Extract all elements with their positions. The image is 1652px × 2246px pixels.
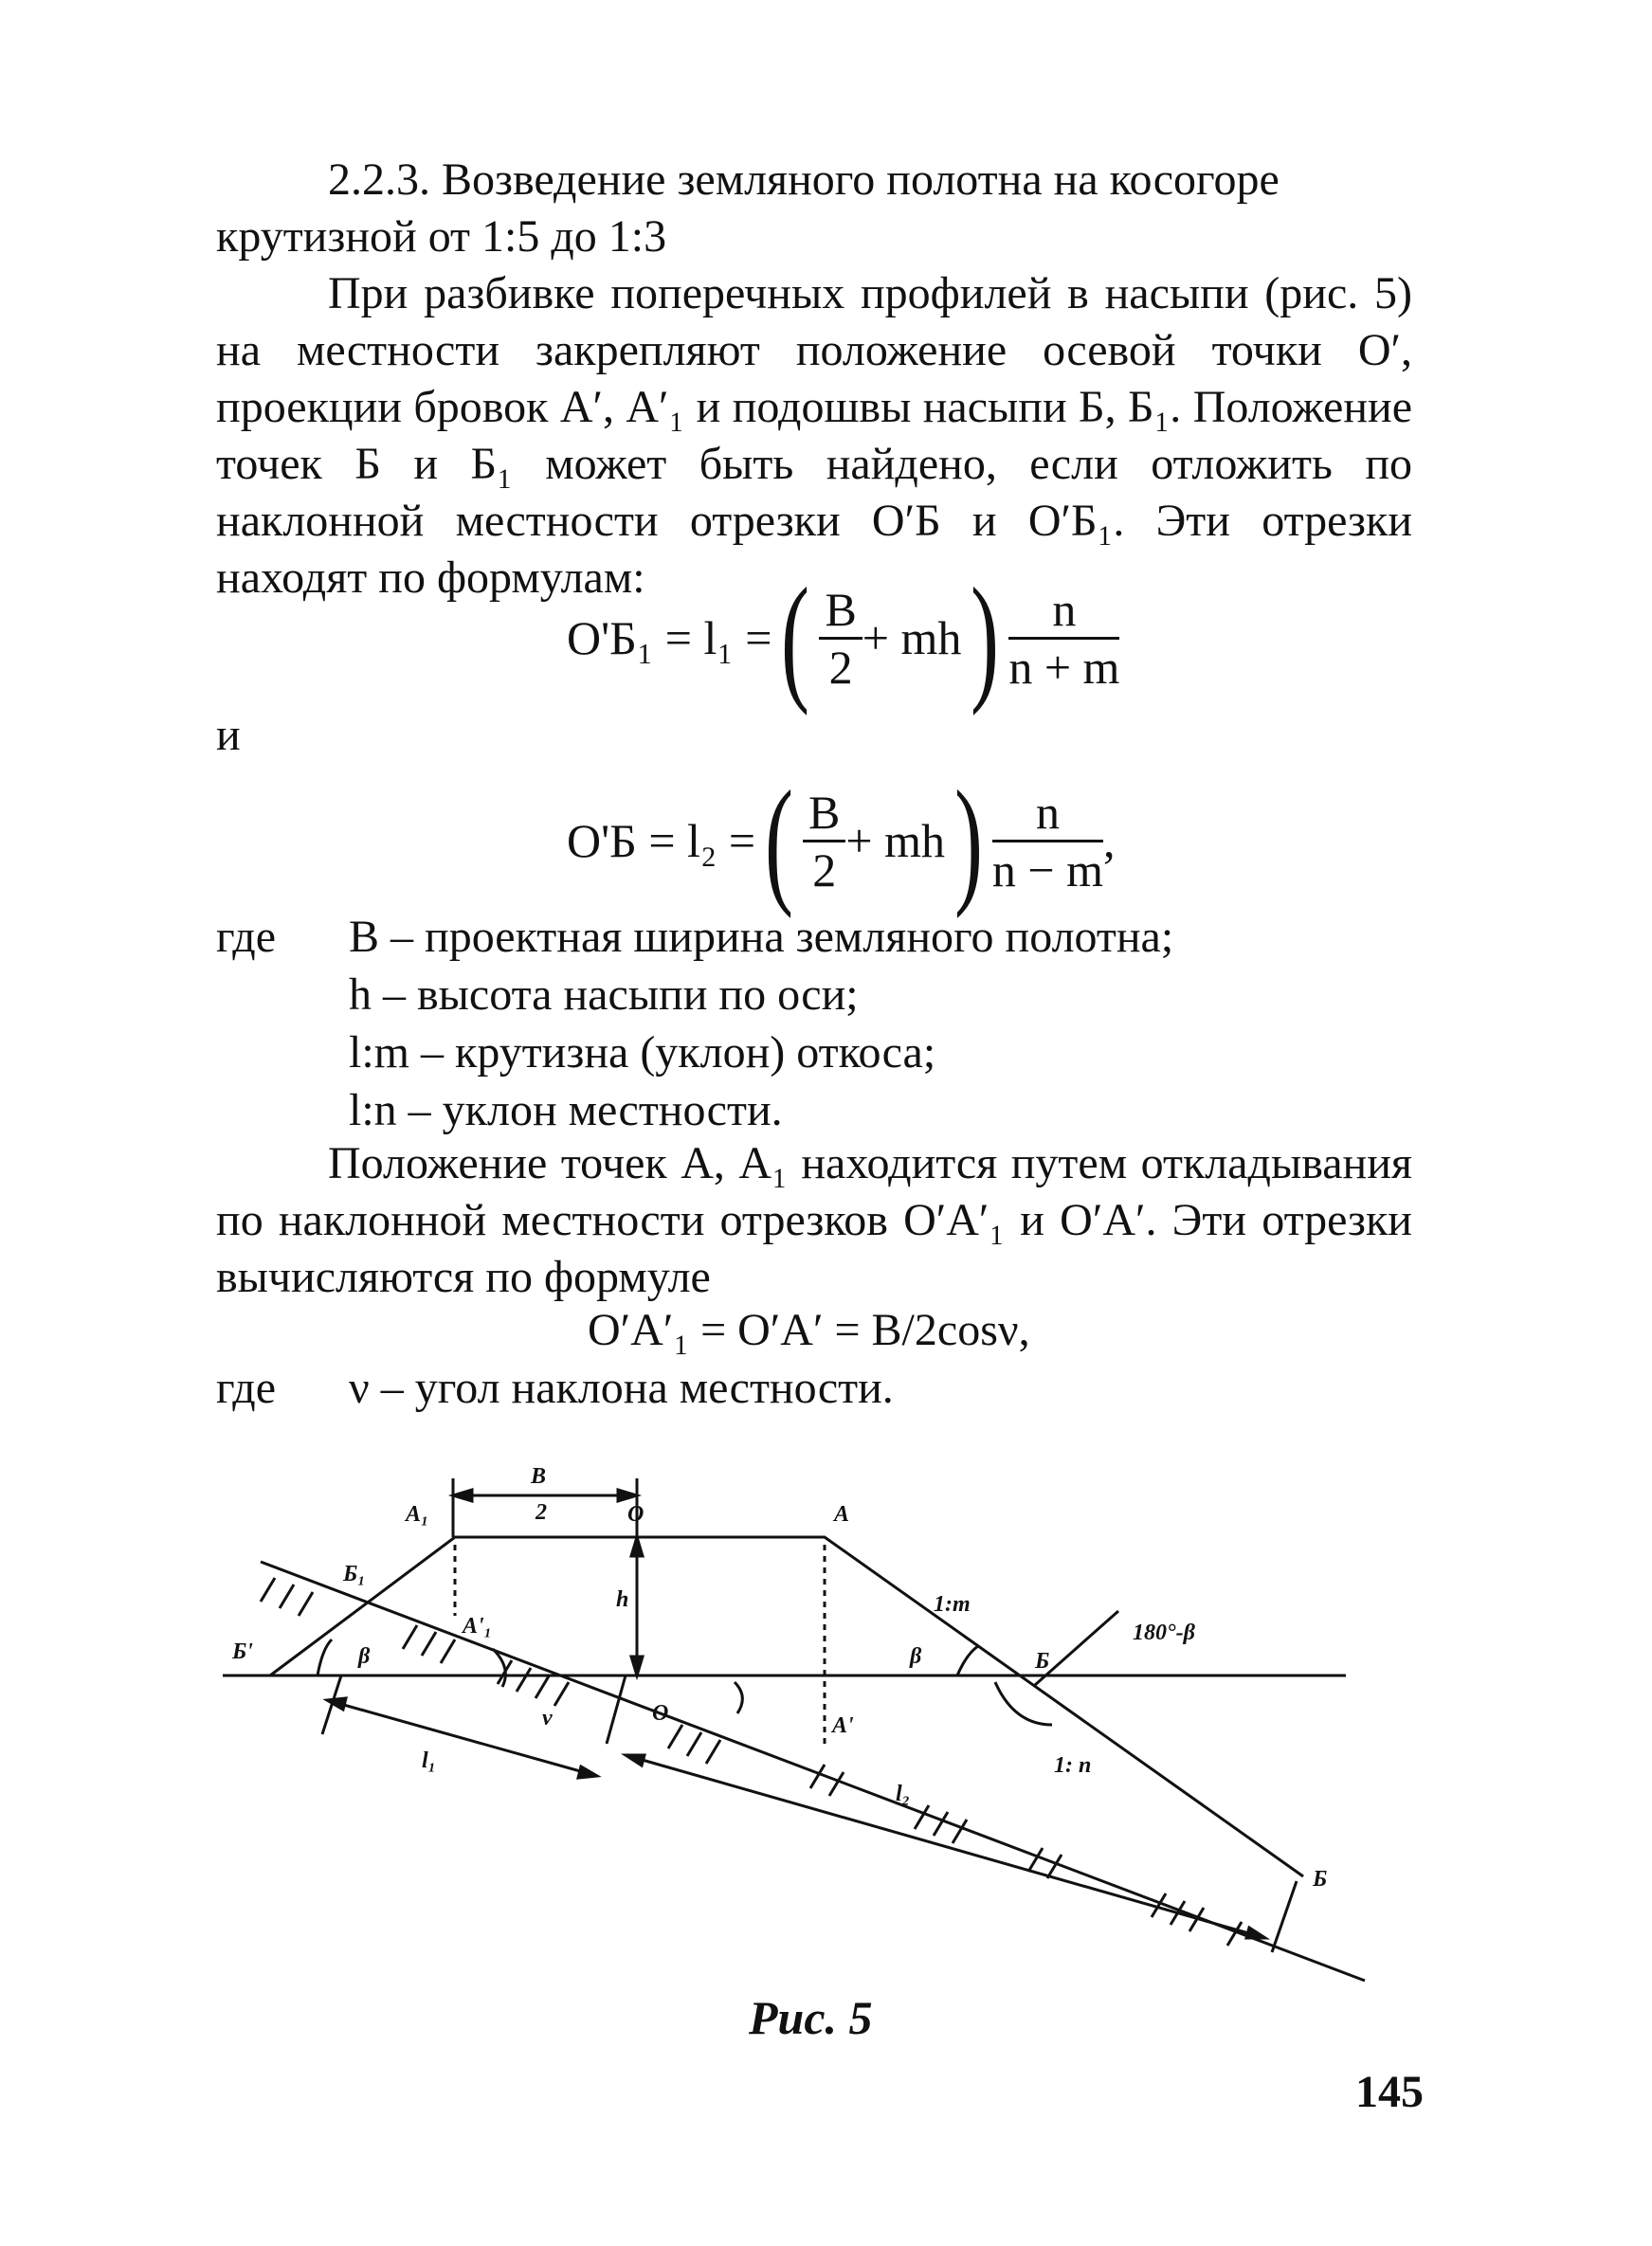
label-h: h bbox=[616, 1587, 629, 1612]
formula-l1-lhs: О'Б₁ = l₁ = bbox=[567, 611, 772, 664]
paragraph-points-a: Положение точек А, А₁ находится путем откладывания по наклонной местности отрезков О′А′₁ и О′А′. Эти отрезки вычисляются по формуле bbox=[216, 1138, 1412, 1302]
definition-h: h – высота насыпи по оси; bbox=[349, 969, 859, 1020]
l2-tick-right bbox=[1272, 1881, 1297, 1952]
label-b-mid: Б bbox=[1035, 1649, 1050, 1674]
formula-oa: О′А′₁ = О′А′ = В/2cosν, bbox=[588, 1305, 1030, 1355]
label-a-prime: A' bbox=[832, 1713, 854, 1738]
label-nu: ν bbox=[542, 1706, 553, 1730]
label-1-n: 1: n bbox=[1054, 1753, 1092, 1778]
formula-l2-den: n − m bbox=[991, 842, 1104, 897]
formula-l1-num: n bbox=[1008, 582, 1119, 640]
formula-l1-den: n + m bbox=[1008, 640, 1120, 694]
l1-dimension bbox=[327, 1700, 597, 1776]
label-a1-prime: A'₁ bbox=[463, 1614, 493, 1639]
label-o-low: O bbox=[652, 1701, 669, 1726]
formula-l2-two: 2 bbox=[812, 842, 837, 897]
label-b1: Б₁ bbox=[343, 1562, 366, 1586]
formula-l1-plus: + mh bbox=[862, 611, 962, 664]
formula-l1-two: 2 bbox=[828, 640, 853, 694]
page-number: 145 bbox=[1355, 2067, 1424, 2117]
nu-arc-2 bbox=[735, 1682, 742, 1713]
label-o-top: O bbox=[627, 1502, 644, 1527]
formula-l1-b: B bbox=[819, 582, 862, 640]
where2-definition: ν – угол наклона местности. bbox=[349, 1363, 894, 1413]
label-beta-right: β bbox=[910, 1644, 922, 1669]
formula-l1: О'Б₁ = l₁ = ( $\frac{B}{2}$ + mh ) $\frac{n}{n + m}$ bbox=[567, 559, 1120, 716]
label-b: B bbox=[531, 1464, 547, 1489]
label-a: A bbox=[834, 1502, 850, 1527]
label-b-prime: Б' bbox=[232, 1639, 253, 1664]
label-l2: l₂ bbox=[896, 1782, 911, 1806]
angle-arc bbox=[995, 1682, 1052, 1725]
formula-l2-lhs: О'Б = l₂ = bbox=[567, 814, 756, 867]
label-two: 2 bbox=[536, 1500, 547, 1525]
definition-b: В – проектная ширина земляного полотна; bbox=[349, 912, 1174, 962]
formula-l2-num: n bbox=[992, 785, 1103, 842]
label-180-beta: 180°-β bbox=[1133, 1621, 1195, 1645]
beta-arc-right bbox=[957, 1646, 978, 1675]
label-beta-left: β bbox=[358, 1644, 371, 1669]
section-heading: 2.2.3. Возведение земляного полотна на косогоре крутизной от 1:5 до 1:3 bbox=[216, 154, 1280, 262]
label-b-end: Б bbox=[1313, 1867, 1328, 1892]
formula-l2-b: B bbox=[803, 785, 845, 842]
paragraph-intro: При разбивке поперечных профилей в насыпи (рис. 5) на местности закрепляют положение осевой точки О′, проекции бровок А′, А′₁ и подошвы насыпи Б, Б₁. Положение точек Б и Б₁ может быть найдено, если отложить по наклонной местности отрезки О′Б и О′Б₁. Эти отрезки находят по формулам: bbox=[216, 268, 1412, 603]
label-a1: A₁ bbox=[406, 1502, 429, 1527]
figure-caption: Рис. 5 bbox=[749, 1991, 873, 2044]
conjunction-and: и bbox=[216, 710, 241, 760]
label-l1: l₁ bbox=[422, 1748, 437, 1773]
angle-leader bbox=[1035, 1611, 1118, 1685]
where-label: где bbox=[216, 912, 277, 962]
definition-n: l:n – уклон местности. bbox=[349, 1085, 783, 1135]
formula-l2-tail: , bbox=[1103, 814, 1116, 867]
definition-m: l:m – крутизна (уклон) откоса; bbox=[349, 1027, 936, 1078]
label-1-m: 1:m bbox=[934, 1592, 971, 1617]
where2-label: где bbox=[216, 1363, 277, 1413]
formula-l2: О'Б = l₂ = ( $\frac{B}{2}$ + mh ) $\frac{n}{n - m}$ , bbox=[567, 762, 1116, 919]
l1-tick-right bbox=[607, 1675, 626, 1744]
embankment-outline bbox=[270, 1537, 1303, 1876]
formula-l2-plus: + mh bbox=[845, 814, 945, 867]
beta-arc-left bbox=[318, 1639, 332, 1675]
